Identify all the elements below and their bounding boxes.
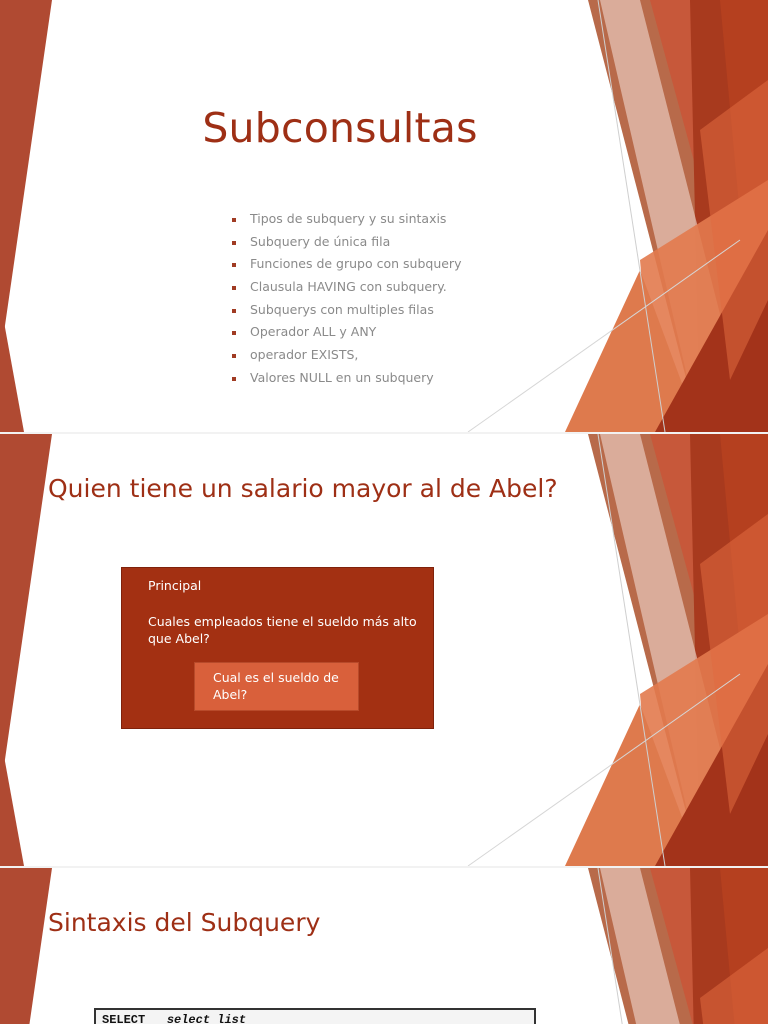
slide-decoration bbox=[0, 868, 768, 1024]
bullet-item: Clausula HAVING con subquery. bbox=[232, 276, 461, 299]
main-query-label: Principal bbox=[148, 578, 202, 593]
bullet-item: Subquerys con multiples filas bbox=[232, 299, 461, 322]
bullet-item: Funciones de grupo con subquery bbox=[232, 253, 461, 276]
code-argument: select list bbox=[166, 1013, 247, 1024]
slide-title: Sintaxis del Subquery bbox=[48, 908, 321, 937]
bullet-list bbox=[232, 208, 461, 390]
slide-3 bbox=[0, 868, 768, 1024]
code-block bbox=[94, 1008, 536, 1024]
bullet-item: Subquery de única fila bbox=[232, 231, 461, 254]
slide-1 bbox=[0, 0, 768, 432]
bullet-item: Tipos de subquery y su sintaxis bbox=[232, 208, 461, 231]
subquery-box bbox=[194, 662, 359, 711]
main-query-box bbox=[121, 567, 434, 729]
slide-title: Subconsultas bbox=[202, 104, 478, 152]
bullet-item: Operador ALL y ANY bbox=[232, 321, 461, 344]
main-query-text: Cuales empleados tiene el sueldo más alto que Abel? bbox=[148, 614, 417, 646]
subquery-text: Cual es el sueldo de Abel? bbox=[213, 670, 339, 702]
code-keyword: SELECT bbox=[102, 1013, 146, 1024]
slide-title: Quien tiene un salario mayor al de Abel? bbox=[48, 474, 558, 503]
bullet-item: Valores NULL en un subquery bbox=[232, 367, 461, 390]
slide-2 bbox=[0, 434, 768, 866]
bullet-item: operador EXISTS, bbox=[232, 344, 461, 367]
code-line bbox=[102, 1013, 246, 1024]
